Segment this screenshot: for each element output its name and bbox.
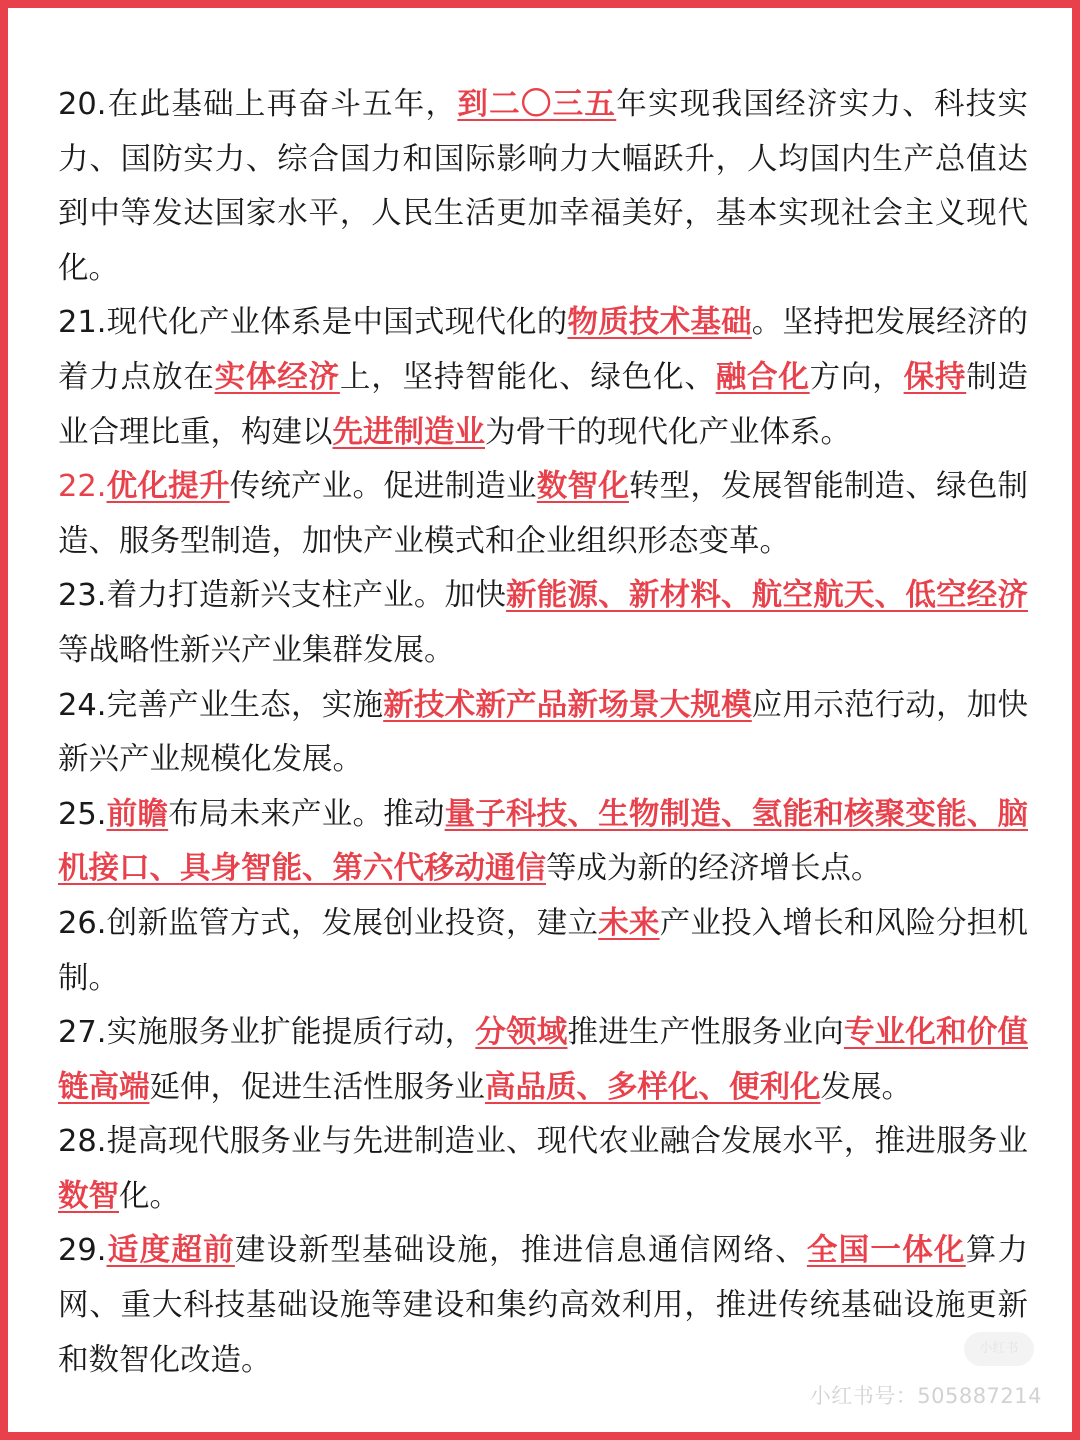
- notes-content: [58, 78, 1028, 1388]
- body-text: 着力打造新兴支柱产业。加快: [106, 578, 507, 614]
- highlighted-keyword: 到二〇三五: [457, 87, 617, 122]
- xiaohongshu-logo-watermark: 小红书: [964, 1332, 1034, 1366]
- body-text: 实施服务业扩能提质行动，: [106, 1015, 476, 1051]
- paragraph-number: 21.: [58, 305, 107, 341]
- highlighted-keyword: 全国一体化: [806, 1233, 966, 1269]
- body-text: 建设新型基础设施，推进信息通信网络、: [234, 1233, 807, 1269]
- paragraph-number: 26.: [58, 905, 107, 941]
- paragraph-item: [58, 788, 1028, 897]
- highlighted-keyword: 融合化: [715, 359, 810, 395]
- body-text: 算力网、重大科技基础设施等建设和集约高效利用，推进传统基础设施更新和数智化改造。: [58, 1233, 1029, 1378]
- paragraph-number: 28.: [58, 1124, 107, 1160]
- paragraph-item: [58, 1006, 1028, 1115]
- highlighted-keyword: 优化提升: [106, 469, 230, 505]
- highlighted-keyword: 量子科技、生物制造、氢能和核聚变能、脑机接口、具身智能、第六代移动通信: [58, 796, 1029, 887]
- body-text: 为骨干的现代化产业体系。: [485, 414, 851, 450]
- highlighted-keyword: 实体经济: [214, 359, 340, 395]
- paragraph-number: 29.: [58, 1233, 107, 1269]
- body-text: 等战略性新兴产业集群发展。: [58, 632, 455, 668]
- highlighted-keyword: 高品质、多样化、便利化: [485, 1069, 821, 1105]
- body-text: 化。: [119, 1178, 180, 1214]
- paragraph-number: 25.: [58, 796, 107, 832]
- body-text: 传统产业。促进制造业: [229, 469, 537, 505]
- highlighted-keyword: 数智: [58, 1178, 119, 1214]
- highlighted-keyword: 数智化: [536, 469, 629, 505]
- paragraph-number: 27.: [58, 1015, 107, 1051]
- body-text: 制造业合理比重，构建以: [58, 359, 1029, 450]
- paragraph-item: [58, 679, 1028, 788]
- body-text: 完善产业生态，实施: [106, 687, 384, 723]
- paragraph-item: [58, 460, 1028, 569]
- body-text: 年实现我国经济实力、科技实力、国防实力、综合国力和国际影响力大幅跃升，人均国内生产总值达到中等发达国家水平，人民生活更加幸福美好，基本实现社会主义现代化。: [58, 87, 1029, 286]
- highlighted-keyword: 适度超前: [106, 1233, 235, 1269]
- body-text: 发展。: [820, 1069, 912, 1105]
- highlighted-keyword: 未来: [598, 905, 660, 941]
- highlighted-keyword: 新技术新产品新场景大规模: [383, 687, 752, 723]
- paragraph-item: [58, 897, 1028, 1006]
- body-text: 布局未来产业。推动: [168, 796, 445, 832]
- paragraph-number: 24.: [58, 687, 107, 723]
- body-text: 。坚持把发展经济的着力点放在: [58, 305, 1029, 395]
- highlighted-keyword: 保持: [903, 359, 967, 395]
- body-text: 上，坚持智能化、绿色化、: [339, 359, 716, 395]
- paragraph-item: [58, 1224, 1028, 1388]
- paragraph-number: 20.: [58, 87, 107, 122]
- highlighted-keyword: 新能源、新材料、航空航天、低空经济: [506, 578, 1029, 614]
- paragraph-item: [58, 296, 1028, 460]
- paragraph-number: 23.: [58, 578, 107, 614]
- body-text: 现代化产业体系是中国式现代化的: [106, 305, 568, 341]
- highlighted-keyword: 前瞻: [106, 796, 169, 832]
- body-text: 产业投入增长和风险分担机制。: [58, 905, 1029, 996]
- paragraph-item: [58, 569, 1028, 678]
- paragraph-item: [58, 1115, 1028, 1224]
- account-id-watermark: 小红书号：505887214: [809, 1384, 1042, 1408]
- body-text: 创新监管方式，发展创业投资，建立: [106, 905, 599, 941]
- body-text: 应用示范行动，加快新兴产业规模化发展。: [58, 687, 1029, 778]
- highlighted-keyword: 专业化和价值链高端: [58, 1015, 1029, 1105]
- body-text: 提高现代服务业与先进制造业、现代农业融合发展水平，推进服务业: [106, 1124, 1028, 1160]
- body-text: 等成为新的经济增长点。: [546, 851, 882, 887]
- body-text: 推进生产性服务业向: [567, 1015, 844, 1051]
- highlighted-keyword: 分领域: [475, 1015, 568, 1051]
- body-text: 在此基础上再奋斗五年，: [106, 87, 458, 122]
- body-text: 延伸，促进生活性服务业: [149, 1069, 485, 1105]
- body-text: 转型，发展智能制造、绿色制造、服务型制造，加快产业模式和企业组织形态变革。: [58, 469, 1029, 559]
- body-text: 方向，: [809, 359, 904, 395]
- paragraph-number: 22.: [58, 469, 107, 505]
- highlighted-keyword: 先进制造业: [332, 414, 485, 450]
- highlighted-keyword: 物质技术基础: [567, 305, 752, 341]
- paragraph-item: [58, 78, 1028, 296]
